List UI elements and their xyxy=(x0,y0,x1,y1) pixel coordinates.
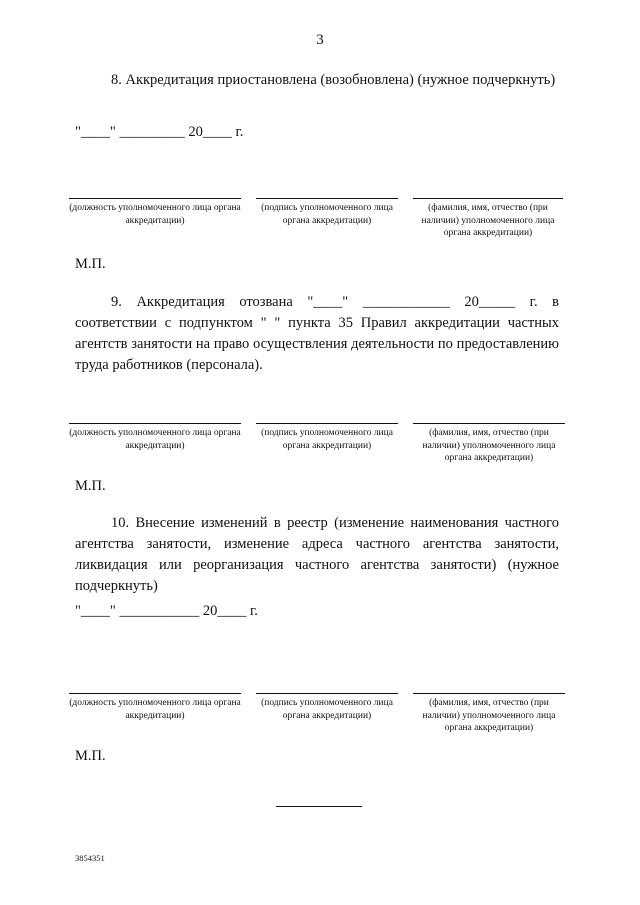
section-9-text xyxy=(75,292,559,376)
section-10-text xyxy=(75,513,559,597)
signature-sign-3 xyxy=(256,693,398,722)
section-8-text xyxy=(75,70,559,91)
signature-sign-2 xyxy=(256,423,398,452)
signature-label: (подпись уполномоченного лица органа аккредитации) xyxy=(261,203,393,226)
section-10-date-line: "____" ___________ 20____ г. xyxy=(75,603,258,619)
section-10-body: 10. Внесение изменений в реестр (изменение наименования частного агентства занятости, изменение адреса частного агентства занятости, ликвидация или реорганизация частного агентства занятости) (нужное подчеркнуть) xyxy=(75,515,559,594)
stamp-place-1: М.П. xyxy=(75,256,106,272)
name-label: (фамилия, имя, отчество (при наличии) уполномоченного лица органа аккредитации) xyxy=(422,428,556,463)
signature-sign-1 xyxy=(256,198,398,227)
name-label: (фамилия, имя, отчество (при наличии) уполномоченного лица органа аккредитации) xyxy=(421,203,555,238)
signature-position-2 xyxy=(69,423,241,452)
signature-label: (подпись уполномоченного лица органа аккредитации) xyxy=(261,698,393,721)
stamp-place-2: М.П. xyxy=(75,478,106,494)
stamp-place-3: М.П. xyxy=(75,748,106,764)
signature-name-2 xyxy=(413,423,565,465)
position-label: (должность уполномоченного лица органа аккредитации) xyxy=(69,428,241,451)
signature-position-1 xyxy=(69,198,241,227)
signature-name-1 xyxy=(413,198,563,240)
signature-label: (подпись уполномоченного лица органа аккредитации) xyxy=(261,428,393,451)
signature-name-3 xyxy=(413,693,565,735)
name-label: (фамилия, имя, отчество (при наличии) уполномоченного лица органа аккредитации) xyxy=(422,698,556,733)
position-label: (должность уполномоченного лица органа аккредитации) xyxy=(69,203,241,226)
position-label: (должность уполномоченного лица органа аккредитации) xyxy=(69,698,241,721)
section-8-body: 8. Аккредитация приостановлена (возобновлена) (нужное подчеркнуть) xyxy=(111,72,556,88)
signature-position-3 xyxy=(69,693,241,722)
section-8-date-line: "____" _________ 20____ г. xyxy=(75,124,244,140)
page-number: 3 xyxy=(316,32,324,48)
end-divider xyxy=(276,806,362,807)
document-id: 3854351 xyxy=(75,853,105,863)
section-9-body: 9. Аккредитация отозвана "____" ____________ 20_____ г. в соответствии с подпунктом " " пункта 35 Правил аккредитации частных агентств занятости на право осуществления деятельности по предоставлению труда работников (персонала). xyxy=(75,294,559,373)
